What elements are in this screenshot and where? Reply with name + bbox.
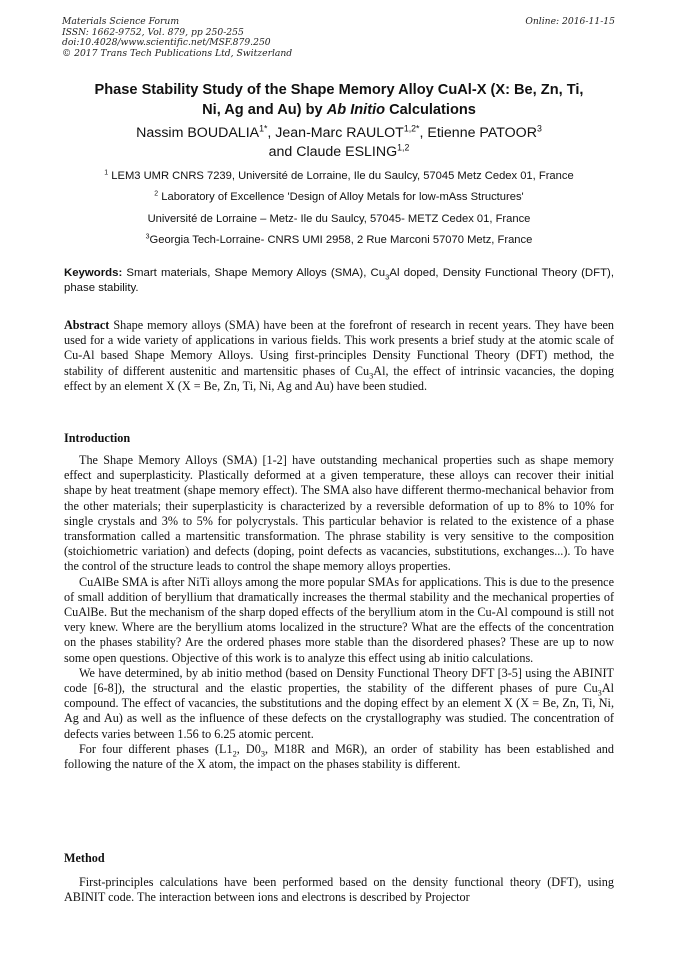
introduction-heading: Introduction xyxy=(64,431,131,445)
subscript: 2 xyxy=(232,749,237,759)
doi-line: doi:10.4028/www.scientific.net/MSF.879.250 xyxy=(62,37,271,49)
affiliation-1 xyxy=(40,166,638,187)
affiliation-text: LEM3 UMR CNRS 7239, Université de Lorraine, Ile du Saulcy, 57045 Metz Cedex 01, France xyxy=(108,170,574,182)
author-affiliation-mark: 1,2* xyxy=(403,123,420,134)
author-name: Nassim BOUDALIA xyxy=(136,125,260,141)
title-line-2 xyxy=(40,100,638,120)
keywords-text: Al doped, Density Functional Theory (DFT), phase stability. xyxy=(64,267,614,294)
keywords-text: Smart materials, Shape Memory Alloys (SMA), Cu xyxy=(122,267,386,279)
paragraph: First-principles calculations have been performed based on the density functional theory (DFT), using ABINIT code. The interaction between ions and electrons is described by Projector xyxy=(64,875,614,905)
affiliations xyxy=(40,166,638,252)
affiliation-2-address: Université de Lorraine – Metz- Ile du Saulcy, 57045- METZ Cedex 01, France xyxy=(147,212,531,225)
paragraph-text: , M18R and M6R), an order of stability has been established and following the nature of the X atom, the impact on the phases stability is different. xyxy=(64,741,614,772)
subscript: 3 xyxy=(369,371,374,381)
abstract-text: Shape memory alloys (SMA) have been at the forefront of research in recent years. They have been used for a wide variety of applications in various fields. This work presents a brief study at the atomic scale of Cu-Al based Shape Memory Alloys. Using first-principles Density Functional Theory (DFT) method, the stability of different austenitic and martensitic phases of Cu xyxy=(64,318,614,378)
author-affiliation-mark: 1,2 xyxy=(397,142,410,153)
paragraph: The Shape Memory Alloys (SMA) [1-2] have outstanding mechanical properties such as shape memory effect and superplasticity. Plastically deformed at a given temperature, these alloys can recover their initial shape by heat treatment (shape memory effect). The SMA also have different thermo-mechanical behavior from the other materials; their superplasticity is characterized by a reversible deformation of up to 8% to 10% for single crystals and 3% to 5% for polycrystals. This particular behavior is related to the existence of a phase transformation called a martensitic transformation. The phrase stability is very sensitive to the composition (stoichiometric variation) and defects (doping, point defects as vacancies, substitutions, exchanges...). To have the control of the structure leads to control the shape memory alloys properties. xyxy=(64,453,614,574)
author-name: , Jean-Marc RAULOT xyxy=(267,125,404,141)
title-italic-text: Ab Initio xyxy=(326,102,386,118)
abstract xyxy=(64,318,614,394)
subscript: 3 xyxy=(260,749,265,759)
subscript: 3 xyxy=(597,688,602,698)
copyright-line: © 2017 Trans Tech Publications Ltd, Switzerland xyxy=(62,47,293,59)
introduction-section xyxy=(64,453,614,772)
author-name: and Claude ESLING xyxy=(268,144,398,160)
affiliation-text: Laboratory of Excellence 'Design of Alloy Metals for low-mAss Structures' xyxy=(158,191,524,204)
title-line-1: Phase Stability Study of the Shape Memory Alloy CuAl-X (X: Be, Zn, Ti, xyxy=(94,82,584,98)
keywords-label: Keywords: xyxy=(64,267,123,279)
affiliation-2 xyxy=(40,187,638,208)
online-date: Online: 2016-11-15 xyxy=(525,16,615,27)
affiliation-text: Georgia Tech-Lorraine- CNRS UMI 2958, 2 Rue Marconi 57070 Metz, France xyxy=(149,234,533,247)
abstract-label: Abstract xyxy=(64,318,110,332)
affiliation-mark: 2 xyxy=(154,190,159,198)
keywords xyxy=(64,266,614,296)
author-list xyxy=(40,124,638,162)
author-affiliation-mark: 1* xyxy=(259,123,268,134)
title-text-end: Calculations xyxy=(385,102,476,118)
method-heading: Method xyxy=(64,851,105,865)
journal-name: Materials Science Forum xyxy=(62,16,180,27)
paragraph xyxy=(64,666,614,742)
paper-title xyxy=(40,80,638,120)
title-text: Ni, Ag and Au) by xyxy=(202,102,327,118)
author-line-2 xyxy=(40,143,638,162)
author-affiliation-mark: 3 xyxy=(536,123,542,134)
abstract-text: Al, the effect of intrinsic vacancies, the doping effect by an element X (X = Be, Zn, Ti, Ni, Ag and Au) have been studied. xyxy=(64,363,614,393)
method-section xyxy=(64,875,614,905)
paragraph-text: Al compound. The effect of vacancies, the substitutions and the doping effect by an element X (X = Be, Zn, Ti, Ni, Ag and Au) as well as the influence of these defects on the crystallography was studied. The concentration of defects varies between 1.56 to 6.25 atomic percent. xyxy=(64,681,614,741)
paragraph: CuAlBe SMA is after NiTi alloys among the more popular SMAs for applications. This is due to the presence of small addition of beryllium that dramatically increases the thermal stability and the mechanical properties of CuAlBe. But the mechanism of the sharp doped effects of the beryllium atom in the Cu-Al compound is still not very knew. Where are the beryllium atoms localized in the structure? What are the effects of the concentration on the phases stability? Are the ordered phases more stable than the disordered phases? These are up to now some open questions. Objective of this work is to analyze this effect using ab initio calculations. xyxy=(64,574,614,665)
author-name: , Etienne PATOOR xyxy=(419,125,537,141)
affiliation-mark: 3 xyxy=(145,233,150,241)
subscript: 3 xyxy=(385,272,390,282)
affiliation-3 xyxy=(40,230,638,251)
author-line-1 xyxy=(40,124,638,143)
paragraph xyxy=(64,742,614,772)
issn-line: ISSN: 1662-9752, Vol. 879, pp 250-255 xyxy=(62,26,244,38)
paragraph-text: , D0 xyxy=(236,741,261,756)
journal-header xyxy=(62,17,292,59)
paragraph-text: For four different phases (L1 xyxy=(79,741,233,756)
paragraph-text: We have determined, by ab initio method (based on Density Functional Theory DFT [3-5] using the ABINIT code [6-8]), the structural and the elastic properties, the stability of the different phases of pure Cu xyxy=(64,665,614,696)
affiliation-mark: 1 xyxy=(104,169,109,177)
